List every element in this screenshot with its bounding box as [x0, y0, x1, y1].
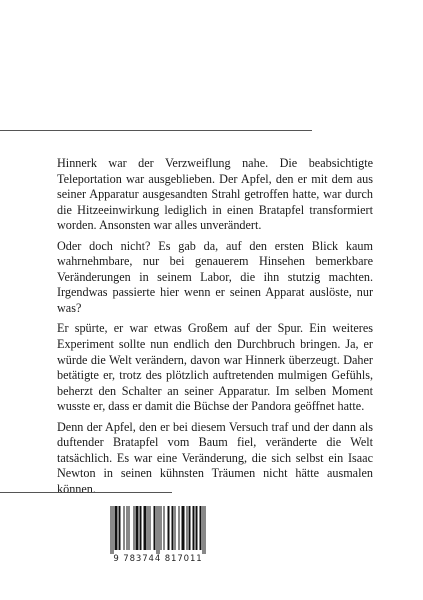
barcode-bar	[111, 506, 112, 554]
barcode-bar	[184, 506, 185, 550]
barcode-bar	[115, 506, 116, 550]
blurb-paragraph-2: Oder doch nicht? Es gab da, auf den ersten Blick kaum wahrnehmbare, nur bei genauerem Hinsehen bemerkbare Veränderungen in seinem Labor, die ihn stutzig machten. Irgendwas passierte hier wenn er seinen Apparat auslöste, nur was?	[57, 238, 373, 315]
barcode-bar	[173, 506, 174, 550]
barcode-bar	[136, 506, 137, 550]
barcode-bar	[193, 506, 194, 550]
blurb-text	[57, 156, 373, 502]
barcode-bar	[187, 506, 188, 550]
barcode-bar	[144, 506, 145, 550]
barcode-bar	[117, 506, 118, 550]
blurb-paragraph-1: Hinnerk war der Verzweiflung nahe. Die beabsichtigte Teleportation war ausgeblieben. Der Apfel, den er mit dem aus seiner Apparatur ausgesandten Strahl getroffen hatte, war durch die Hitzeeinwirkung lediglich in einen Bratapfel transformiert worden. Ansonsten war alles unverändert.	[57, 156, 373, 233]
barcode-bar	[145, 506, 146, 550]
barcode-bar	[120, 506, 121, 550]
barcode-bar	[157, 506, 158, 554]
barcode-bar	[134, 506, 135, 550]
barcode-bar	[127, 506, 128, 550]
barcode-bar	[183, 506, 184, 550]
barcode-bar	[150, 506, 151, 550]
blurb-paragraph-3: Er spürte, er war etwas Großem auf der Spur. Ein weiteres Experiment sollte nun endlich den Durchbruch bringen. Ja, er würde die Welt verändern, davon war Hinnerk überzeugt. Daher betätigte er, trotz des plötzlich auftretenden mulmigen Gefühls, beherzt den Schalter an seiner Apparatur. Im selben Moment wusste er, dass er damit die Büchse der Pandora geöffnet hatte.	[57, 321, 373, 414]
barcode-bar	[175, 506, 176, 550]
blurb-paragraph-4: Denn der Apfel, den er bei diesem Versuch traf und der dann als duftender Bratapfel vom Baum fiel, veränderte die Welt tatsächlich. Es war eine Veränderung, die sich selbst ein Isaac Newton in seinen kühnsten Träumen nicht hätte ausmalen können.	[57, 419, 373, 496]
barcode-bar	[116, 506, 117, 550]
barcode-bar	[119, 506, 120, 550]
barcode-bar	[172, 506, 173, 550]
barcode-bar	[200, 506, 201, 550]
barcode-bar	[124, 506, 125, 550]
barcode-bar	[196, 506, 197, 550]
isbn-number: 9 783744 817011	[113, 554, 203, 564]
barcode-bar	[203, 506, 204, 554]
barcode-bar	[201, 506, 202, 550]
barcode-bar	[140, 506, 141, 550]
barcode-bar	[190, 506, 191, 550]
barcode-bar	[194, 506, 195, 550]
barcode-bar	[179, 506, 180, 550]
barcode-bar	[146, 506, 147, 550]
barcode-bar	[197, 506, 198, 550]
barcode-bar	[154, 506, 155, 550]
barcode-bar	[113, 506, 114, 554]
barcode-bar	[205, 506, 206, 554]
barcode-bar	[141, 506, 142, 550]
top-divider-line	[0, 130, 312, 131]
barcode-bar	[137, 506, 138, 550]
barcode-bar	[129, 506, 130, 550]
bottom-divider-line	[0, 492, 172, 493]
barcode-bar	[155, 506, 156, 550]
barcode-bar	[182, 506, 183, 550]
barcode-bar	[148, 506, 149, 550]
barcode-bar	[168, 506, 169, 550]
barcode-bar	[138, 506, 139, 550]
barcode-bar	[159, 506, 160, 554]
barcode-bars	[106, 506, 210, 554]
barcode-bar	[164, 506, 165, 550]
barcode-bar	[189, 506, 190, 550]
barcode-bar	[169, 506, 170, 550]
barcode-bar	[161, 506, 162, 550]
